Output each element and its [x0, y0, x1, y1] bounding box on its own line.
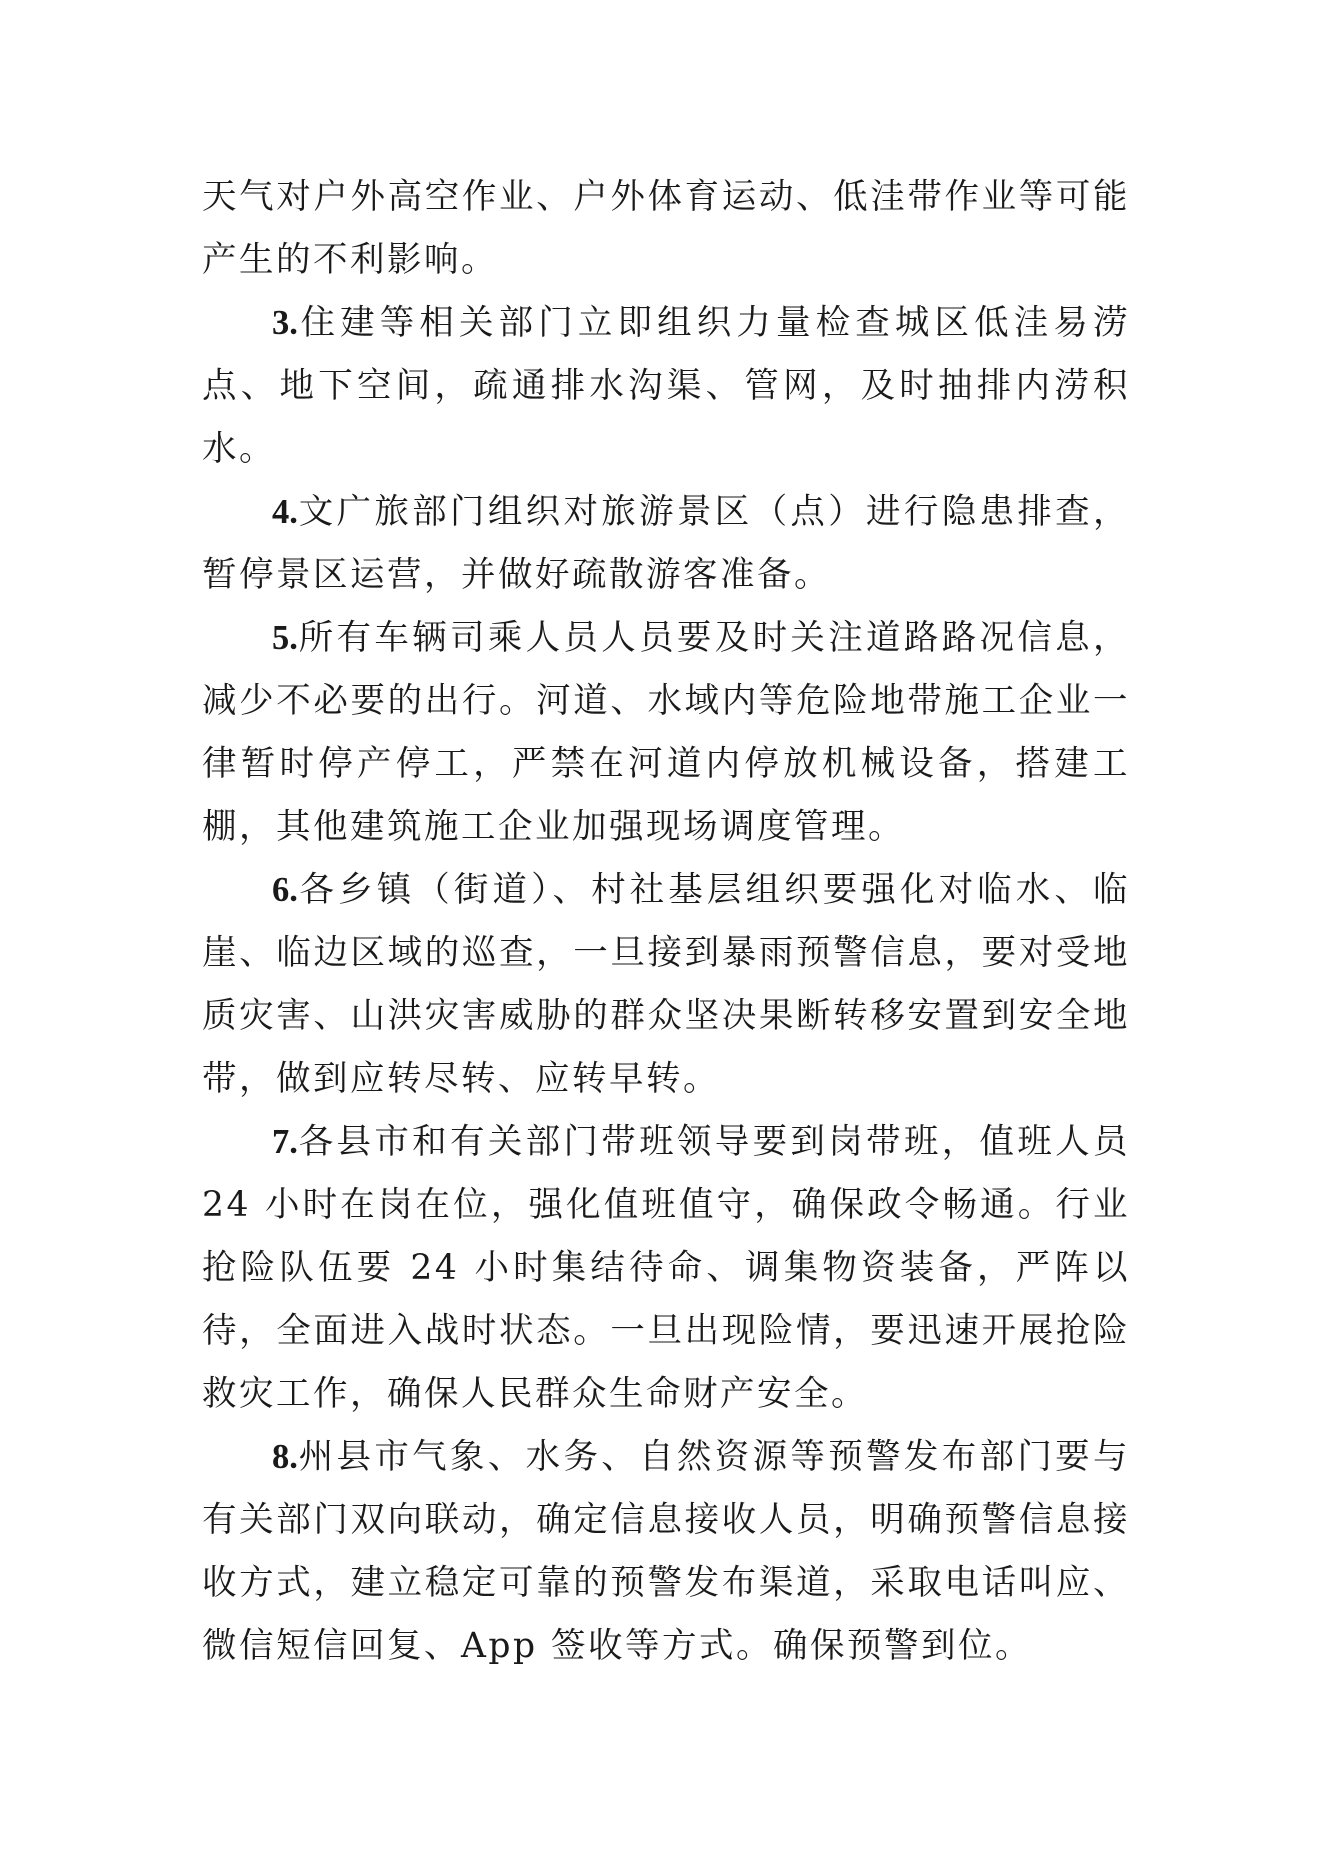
- paragraph-item-4: [202, 481, 1130, 607]
- paragraph-text: 天气对户外高空作业、户外体育运动、低洼带作业等可能产生的不利影响。: [202, 177, 1130, 280]
- paragraph-text: 州县市气象、水务、自然资源等预警发布部门要与有关部门双向联动，确定信息接收人员，明确预警信息接收方式，建立稳定可靠的预警发布渠道，采取电话叫应、微信短信回复、App 签收等方式。确保预警到位。: [202, 1437, 1130, 1666]
- paragraph-continuation: [202, 166, 1130, 292]
- item-number: 3.: [272, 304, 298, 342]
- item-number: 4.: [272, 493, 298, 531]
- paragraph-text: 各县市和有关部门带班领导要到岗带班，值班人员 24 小时在岗在位，强化值班值守，确保政令畅通。行业抢险队伍要 24 小时集结待命、调集物资装备，严阵以待，全面进入战时状态。一旦出现险情，要迅速开展抢险救灾工作，确保人民群众生命财产安全。: [202, 1122, 1130, 1414]
- paragraph-text: 各乡镇（街道）、村社基层组织要强化对临水、临崖、临边区域的巡查，一旦接到暴雨预警信息，要对受地质灾害、山洪灾害威胁的群众坚决果断转移安置到安全地带，做到应转尽转、应转早转。: [202, 870, 1130, 1099]
- paragraph-item-6: [202, 859, 1130, 1111]
- item-number: 8.: [272, 1438, 298, 1476]
- paragraph-item-7: [202, 1111, 1130, 1426]
- paragraph-item-3: [202, 292, 1130, 481]
- paragraph-item-8: [202, 1426, 1130, 1678]
- paragraph-text: 所有车辆司乘人员人员要及时关注道路路况信息，减少不必要的出行。河道、水域内等危险地带施工企业一律暂时停产停工，严禁在河道内停放机械设备，搭建工棚，其他建筑施工企业加强现场调度管理。: [202, 618, 1130, 847]
- document-body: [202, 166, 1130, 1678]
- paragraph-text: 文广旅部门组织对旅游景区（点）进行隐患排查，暂停景区运营，并做好疏散游客准备。: [202, 492, 1130, 595]
- item-number: 6.: [272, 871, 298, 909]
- paragraph-item-5: [202, 607, 1130, 859]
- paragraph-text: 住建等相关部门立即组织力量检查城区低洼易涝点、地下空间，疏通排水沟渠、管网，及时抽排内涝积水。: [202, 303, 1130, 469]
- item-number: 7.: [272, 1123, 298, 1161]
- item-number: 5.: [272, 619, 298, 657]
